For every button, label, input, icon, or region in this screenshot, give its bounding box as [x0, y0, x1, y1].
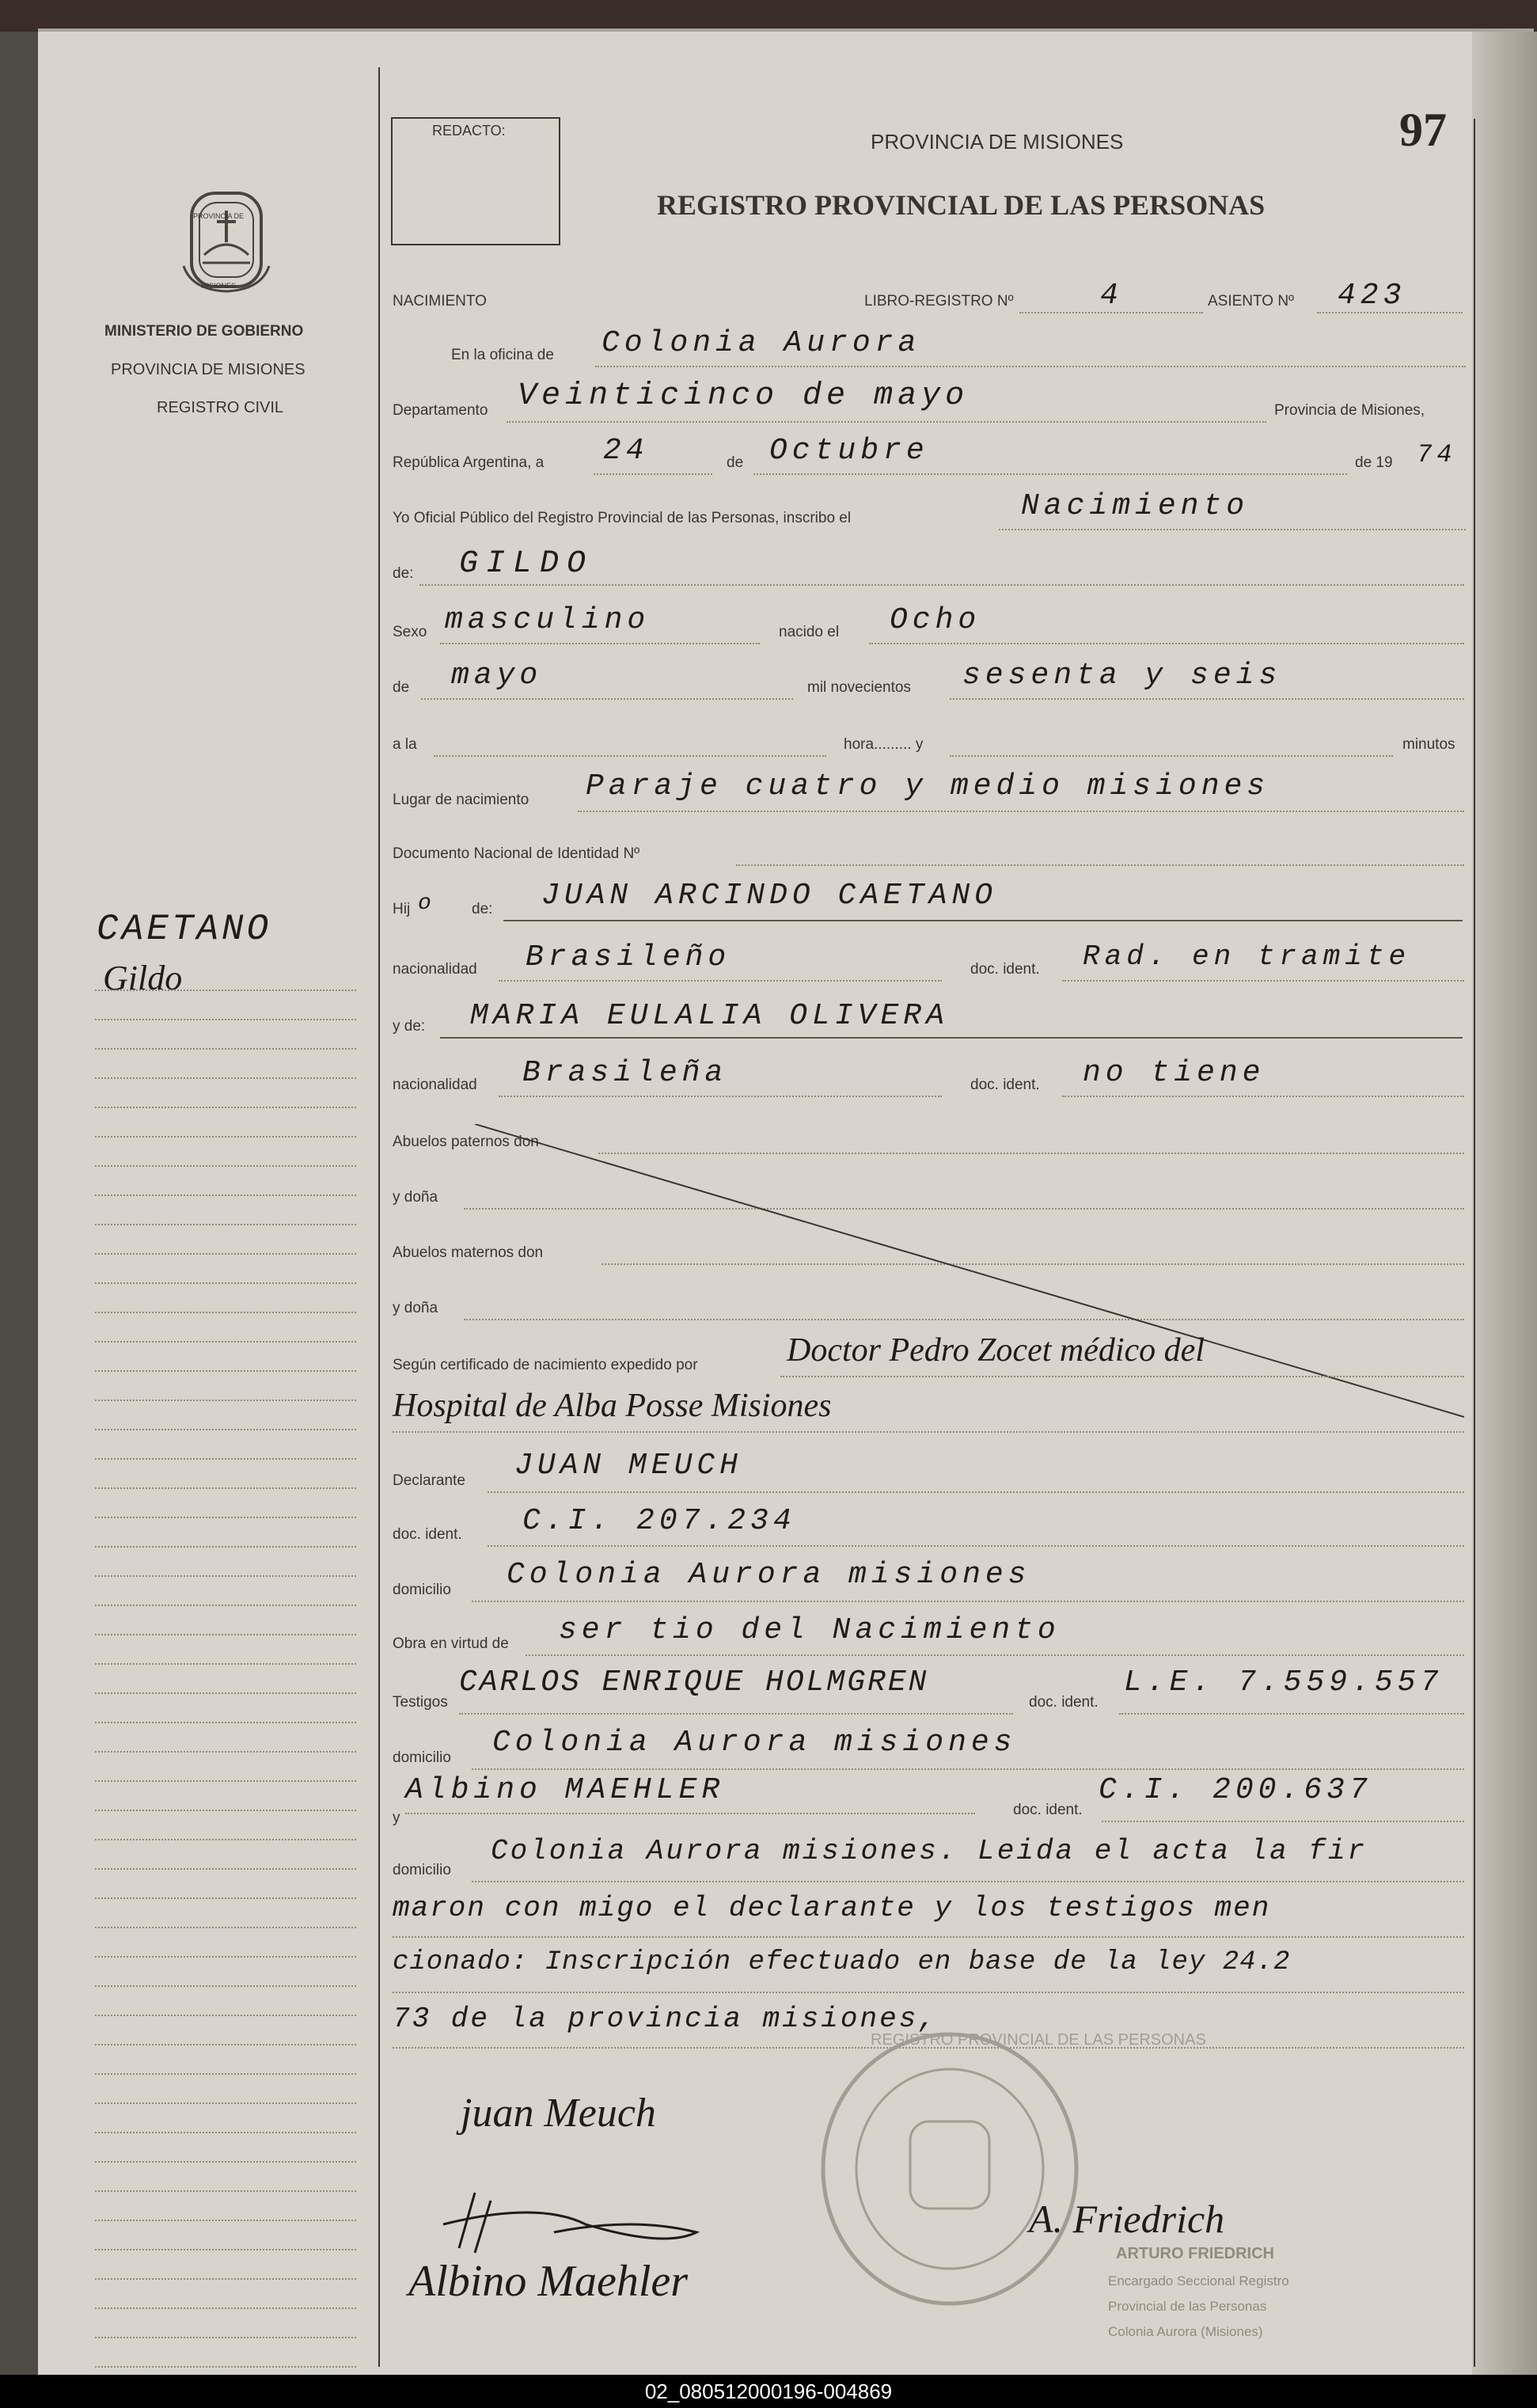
- nacionalidad-padre-value: Brasileño: [526, 940, 731, 974]
- margin-ruled-line: [95, 2044, 356, 2045]
- margin-ruled-line: [95, 1546, 356, 1548]
- sexo-label: Sexo: [393, 624, 427, 640]
- minutos-label: minutos: [1402, 736, 1455, 753]
- nacionalidad-padre-label: nacionalidad: [393, 961, 477, 978]
- testigo1-signature-icon: [427, 2185, 712, 2256]
- docid-padre-value: Rad. en tramite: [1083, 940, 1411, 973]
- domicilio-declarante-line: [472, 1601, 1464, 1602]
- ministry-label: MINISTERIO DE GOBIERNO: [104, 323, 304, 340]
- cierre-line-1: [472, 1881, 1464, 1882]
- margin-ruled-line: [95, 2190, 356, 2192]
- margin-ruled-line: [95, 1927, 356, 1928]
- margin-ruled-line: [95, 2366, 356, 2368]
- nacionalidad-madre-label: nacionalidad: [393, 1077, 477, 1093]
- margin-ruled-line: [95, 1077, 356, 1079]
- sexo-line: [440, 643, 760, 644]
- testigo1-line: [459, 1713, 1013, 1715]
- cierre-text-4: 73 de la provincia misiones,: [393, 2003, 938, 2035]
- cierre-text-3: cionado: Inscripción efectuado en base de la ley 24.2: [393, 1947, 1291, 1977]
- de-mes-label: de: [393, 679, 410, 696]
- margin-ruled-line: [95, 2161, 356, 2163]
- de-nombre-label: de:: [393, 565, 414, 582]
- oficial-value: Nacimiento: [1021, 489, 1250, 523]
- obra-label: Obra en virtud de: [393, 1635, 509, 1652]
- lugar-label: Lugar de nacimiento: [393, 792, 529, 808]
- round-stamp-text: REGISTRO PROVINCIAL DE LAS PERSONAS: [871, 2031, 1206, 2049]
- margin-ruled-line: [95, 1370, 356, 1372]
- header-registry-title: REGISTRO PROVINCIAL DE LAS PERSONAS: [657, 189, 1266, 221]
- margin-ruled-line: [95, 1692, 356, 1694]
- certificado-value-1: Doctor Pedro Zocet médico del: [787, 1332, 1205, 1369]
- margin-divider-line: [378, 67, 380, 2367]
- madre-line: [440, 1037, 1463, 1039]
- mes-line: [753, 473, 1347, 475]
- docid-declarante-label: doc. ident.: [393, 1526, 462, 1543]
- obra-line: [526, 1654, 1464, 1656]
- testigos-label: Testigos: [393, 1694, 448, 1711]
- page-edge-shadow: [1472, 32, 1537, 2375]
- padre-line: [503, 920, 1463, 921]
- libro-label: LIBRO-REGISTRO Nº: [864, 293, 1014, 310]
- anio-label: de 19: [1355, 454, 1393, 471]
- nombre-line: [419, 584, 1464, 586]
- docid-testigo1-label: doc. ident.: [1029, 1694, 1099, 1711]
- testigo2-signature: Albino Maehler: [408, 2257, 689, 2306]
- seal-text-bottom: MISIONES: [201, 282, 237, 290]
- mil-value: sesenta y seis: [962, 659, 1282, 693]
- oficina-line: [595, 366, 1466, 367]
- margin-ruled-line: [95, 2220, 356, 2221]
- margin-ruled-line: [95, 1195, 356, 1196]
- republica-label: República Argentina, a: [393, 454, 545, 471]
- margin-ruled-line: [95, 1605, 356, 1606]
- margin-given-name: Gildo: [103, 959, 183, 997]
- margin-ruled-line: [95, 1634, 356, 1635]
- right-border-line: [1474, 119, 1475, 2367]
- margin-ruled-line: [95, 1282, 356, 1284]
- docid-madre-line: [1062, 1096, 1464, 1097]
- margin-ruled-line: [95, 2337, 356, 2338]
- hijo-suffix: o: [418, 891, 436, 916]
- margin-ruled-line: [95, 1048, 356, 1050]
- certificado-label: Según certificado de nacimiento expedido por: [393, 1357, 698, 1373]
- oficial-line: [999, 529, 1466, 530]
- dia-value: 24: [603, 434, 649, 468]
- margin-ruled-line: [95, 1429, 356, 1430]
- oficial-stamp-line-1: Encargado Seccional Registro: [1108, 2273, 1289, 2288]
- mes-value: Octubre: [769, 434, 929, 468]
- margin-ruled-line: [95, 2307, 356, 2309]
- margin-ruled-line: [95, 1517, 356, 1518]
- margin-ruled-line: [95, 2278, 356, 2280]
- padre-value: JUAN ARCINDO CAETANO: [541, 879, 998, 913]
- hora-line: [434, 755, 826, 757]
- nac-padre-line: [499, 980, 942, 982]
- domicilio-declarante-value: Colonia Aurora misiones: [507, 1558, 1031, 1592]
- de-label: de: [727, 454, 744, 471]
- margin-ruled-line: [95, 989, 356, 991]
- margin-ruled-line: [95, 1224, 356, 1225]
- docid-testigo1-line: [1119, 1713, 1464, 1715]
- margin-ruled-line: [95, 1722, 356, 1723]
- civil-registry-label: REGISTRO CIVIL: [157, 399, 284, 416]
- margin-ruled-line: [95, 1810, 356, 1811]
- oficina-value: Colonia Aurora: [602, 326, 921, 360]
- hora-label: hora......... y: [844, 736, 924, 753]
- cierre-text-2: maron con migo el declarante y los testigos men: [393, 1892, 1271, 1924]
- docid-testigo1-value: L.E. 7.559.557: [1124, 1665, 1444, 1700]
- testigo2-value: Albino MAEHLER: [405, 1773, 725, 1807]
- seal-text-top: PROVINCIA DE: [193, 212, 245, 220]
- testigo2-line: [405, 1813, 975, 1814]
- domicilio-declarante-label: domicilio: [393, 1582, 451, 1598]
- departamento-label: Departamento: [393, 402, 488, 419]
- docid-madre-value: no tiene: [1083, 1056, 1266, 1090]
- left-province-label: PROVINCIA DE MISIONES: [111, 361, 306, 378]
- nacido-label: nacido el: [779, 624, 840, 640]
- nacido-value: Ocho: [890, 603, 981, 637]
- sexo-value: masculino: [445, 603, 651, 637]
- book-binding-edge: [0, 32, 38, 2375]
- margin-ruled-line: [95, 1341, 356, 1343]
- margin-ruled-line: [95, 1400, 356, 1401]
- lugar-value: Paraje cuatro y medio misiones: [586, 769, 1270, 803]
- dni-line: [736, 864, 1464, 866]
- asiento-label: ASIENTO Nº: [1208, 293, 1294, 310]
- margin-ruled-line: [95, 1253, 356, 1255]
- oficial-signature: A. Friedrich: [1029, 2197, 1225, 2241]
- minutos-line: [950, 755, 1393, 757]
- dia-line: [594, 473, 712, 475]
- image-code-footer: 02_080512000196-004869: [0, 2375, 1537, 2408]
- certificado-value-2: Hospital de Alba Posse Misiones: [393, 1388, 832, 1424]
- docid-madre-label: doc. ident.: [970, 1077, 1040, 1093]
- margin-ruled-line: [95, 2015, 356, 2016]
- obra-value: ser tio del Nacimiento: [559, 1613, 1061, 1647]
- docid-testigo2-label: doc. ident.: [1013, 1802, 1083, 1818]
- y-label: y: [393, 1810, 400, 1826]
- margin-ruled-line: [95, 1458, 356, 1460]
- anio-value: 74: [1417, 440, 1457, 469]
- margin-ruled-line: [95, 1487, 356, 1489]
- y-dona-label-1: y doña: [393, 1189, 438, 1206]
- abuelos-maternos-label: Abuelos maternos don: [393, 1244, 544, 1261]
- certificado-line-1: [780, 1376, 1464, 1377]
- cierre-line-2: [393, 1936, 1464, 1938]
- docid-declarante-line: [488, 1545, 1464, 1547]
- departamento-value: Veinticinco de mayo: [518, 378, 970, 414]
- docid-testigo2-line: [1102, 1821, 1464, 1822]
- oficial-stamp-line-2: Provincial de las Personas: [1108, 2299, 1267, 2314]
- margin-ruled-line: [95, 1897, 356, 1899]
- oficina-label: En la oficina de: [451, 347, 554, 363]
- hijo-label: Hij: [393, 901, 411, 917]
- libro-value: 4: [1100, 279, 1123, 313]
- domicilio-testigo1-value: Colonia Aurora misiones: [492, 1726, 1017, 1760]
- margin-ruled-line: [95, 2132, 356, 2133]
- margin-ruled-line: [95, 1751, 356, 1753]
- domicilio-testigo1-label: domicilio: [393, 1749, 451, 1766]
- abuelos-paternos-label: Abuelos paternos don: [393, 1134, 539, 1150]
- margin-ruled-line: [95, 1839, 356, 1840]
- mil-line: [950, 698, 1464, 700]
- nacionalidad-madre-value: Brasileña: [522, 1056, 728, 1090]
- docid-declarante-value: C.I. 207.234: [522, 1504, 796, 1538]
- y-dona-label-2: y doña: [393, 1300, 438, 1316]
- docid-padre-label: doc. ident.: [970, 961, 1040, 978]
- y-de-label: y de:: [393, 1018, 426, 1035]
- margin-surname: CAETANO: [97, 909, 272, 950]
- declarante-line: [488, 1491, 1464, 1493]
- margin-ruled-line: [95, 1312, 356, 1313]
- lugar-line: [578, 811, 1464, 812]
- margin-ruled-line: [95, 2249, 356, 2250]
- declarante-label: Declarante: [393, 1472, 465, 1489]
- declarante-signature: juan Meuch: [461, 2091, 656, 2136]
- oficial-stamp-name: ARTURO FRIEDRICH: [1116, 2245, 1274, 2262]
- scan-background-top: [0, 0, 1537, 32]
- dni-label: Documento Nacional de Identidad Nº: [393, 845, 640, 862]
- header-province: PROVINCIA DE MISIONES: [871, 130, 1124, 154]
- nacido-line: [869, 643, 1464, 644]
- certificado-line-2: [393, 1431, 1464, 1433]
- margin-ruled-line: [95, 1107, 356, 1108]
- province-coat-of-arms-icon: [176, 187, 277, 296]
- oficial-label: Yo Oficial Público del Registro Provincial de las Personas, inscribo el: [393, 510, 852, 526]
- nacido-mes-value: mayo: [451, 659, 543, 693]
- round-registry-stamp-icon: [815, 2026, 1084, 2311]
- margin-ruled-line: [95, 1663, 356, 1665]
- margin-ruled-line: [95, 1575, 356, 1577]
- nacido-mes-line: [421, 698, 793, 700]
- departamento-line: [507, 421, 1266, 423]
- margin-ruled-line: [95, 2102, 356, 2104]
- margin-ruled-line: [95, 1136, 356, 1138]
- domicilio-testigo1-line: [472, 1768, 1464, 1770]
- margin-ruled-line: [95, 1956, 356, 1958]
- cierre-text-1: Colonia Aurora misiones. Leida el acta la fir: [491, 1835, 1368, 1867]
- nac-madre-line: [499, 1096, 942, 1097]
- margin-ruled-line: [95, 2073, 356, 2075]
- docid-padre-line: [1062, 980, 1464, 982]
- declarante-value: JUAN MEUCH: [514, 1449, 743, 1483]
- margin-ruled-line: [95, 1019, 356, 1020]
- margin-ruled-line: [95, 1165, 356, 1167]
- page-number: 97: [1399, 104, 1447, 156]
- docid-testigo2-value: C.I. 200.637: [1099, 1773, 1372, 1807]
- provincia-suffix: Provincia de Misiones,: [1274, 402, 1425, 419]
- asiento-value: 423: [1338, 279, 1406, 313]
- margin-ruled-line: [95, 1868, 356, 1870]
- nacimiento-label: NACIMIENTO: [393, 293, 487, 310]
- redacto-label: REDACTO:: [432, 123, 506, 139]
- strike-through-diagonal: [475, 1124, 1464, 1425]
- mil-label: mil novecientos: [807, 679, 911, 696]
- margin-ruled-line: [95, 1985, 356, 1987]
- madre-value: MARIA EULALIA OLIVERA: [470, 999, 949, 1033]
- a-la-label: a la: [393, 736, 417, 753]
- nombre-value: GILDO: [459, 546, 594, 582]
- cierre-line-3: [393, 1992, 1464, 1993]
- testigo1-value: CARLOS ENRIQUE HOLMGREN: [459, 1665, 929, 1700]
- hijo-de-label: de:: [472, 901, 493, 917]
- domicilio-testigo2-label: domicilio: [393, 1862, 451, 1878]
- margin-ruled-line: [95, 1780, 356, 1782]
- oficial-stamp-line-3: Colonia Aurora (Misiones): [1108, 2324, 1263, 2339]
